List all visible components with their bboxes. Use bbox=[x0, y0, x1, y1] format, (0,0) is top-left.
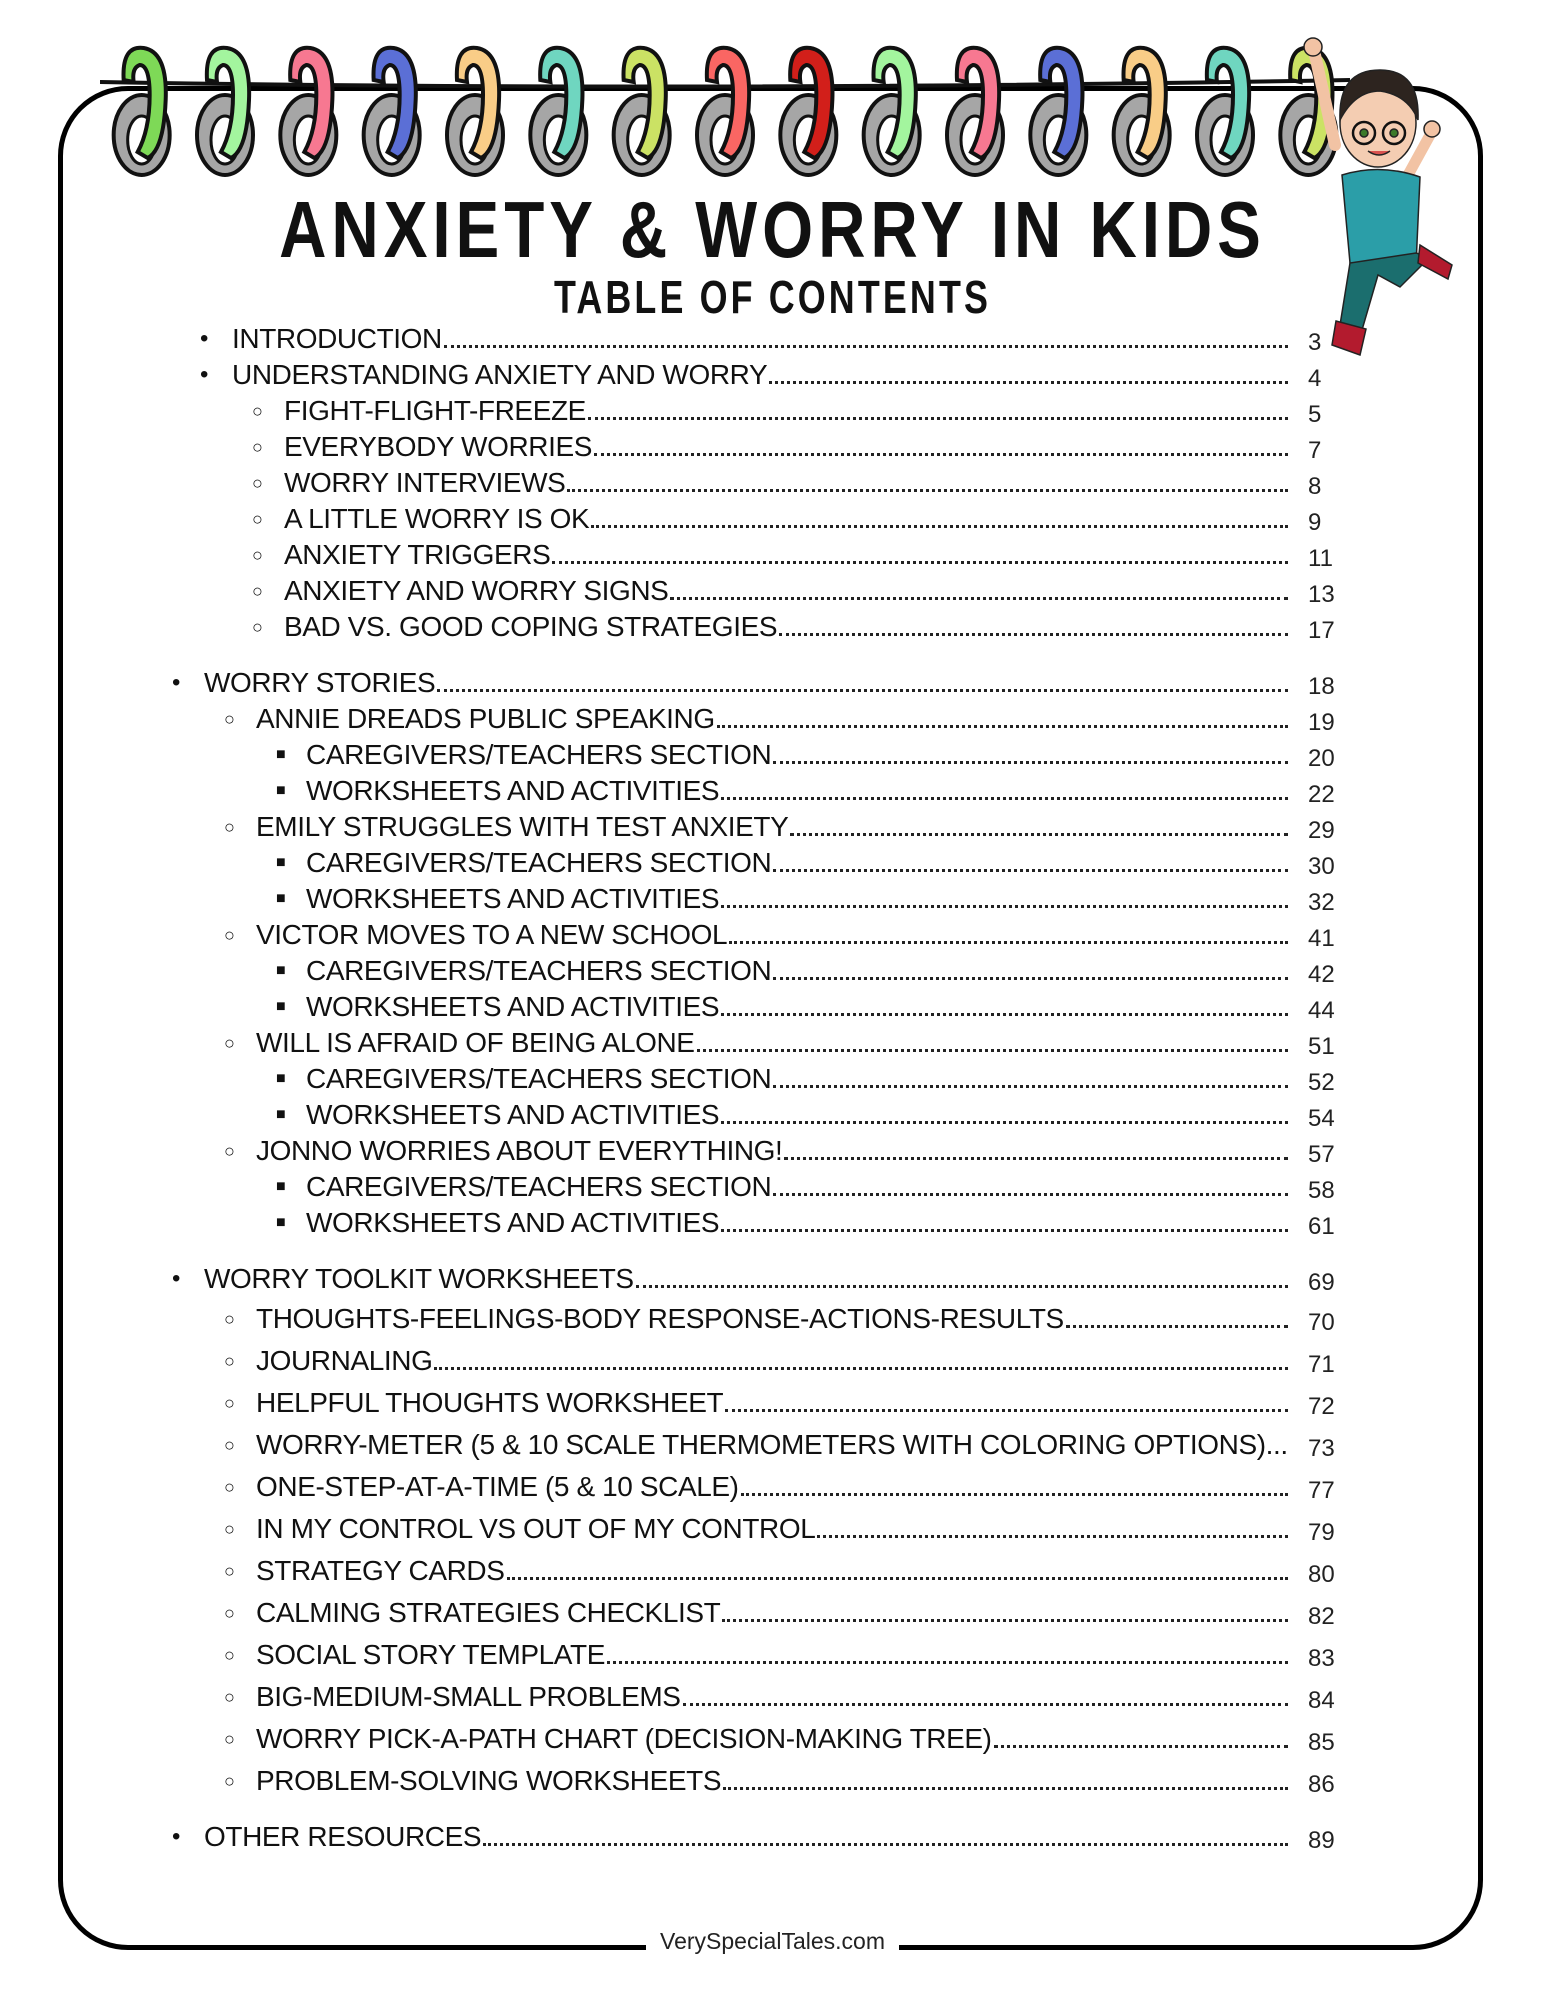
toc-entry-label: WORKSHEETS AND ACTIVITIES bbox=[306, 775, 720, 806]
bullet-square-icon: ■ bbox=[276, 962, 286, 979]
toc-entry[interactable] bbox=[252, 610, 1288, 644]
dot-leader bbox=[721, 797, 1288, 800]
toc-entry[interactable] bbox=[224, 1344, 1288, 1378]
toc-entry[interactable] bbox=[276, 954, 1288, 988]
toc-entry[interactable] bbox=[276, 990, 1288, 1024]
toc-page-number: 80 bbox=[1308, 1561, 1335, 1588]
toc-entry-label: CAREGIVERS/TEACHERS SECTION bbox=[306, 1063, 772, 1094]
toc-page-number: 8 bbox=[1308, 473, 1322, 500]
toc-entry-label: UNDERSTANDING ANXIETY AND WORRY bbox=[232, 359, 768, 390]
toc-page-number: 22 bbox=[1308, 781, 1335, 808]
toc-page-number: 85 bbox=[1308, 1729, 1335, 1756]
toc-entry[interactable] bbox=[224, 1638, 1288, 1672]
toc-entry[interactable] bbox=[252, 430, 1288, 464]
toc-entry-label: CAREGIVERS/TEACHERS SECTION bbox=[306, 739, 772, 770]
toc-entry[interactable] bbox=[224, 1722, 1288, 1756]
toc-entry-label: ANXIETY AND WORRY SIGNS bbox=[284, 575, 669, 606]
toc-entry-label: PROBLEM-SOLVING WORKSHEETS bbox=[256, 1765, 722, 1796]
bullet-circle-icon: ○ bbox=[224, 1393, 235, 1413]
toc-page-number: 7 bbox=[1308, 437, 1322, 464]
dot-leader bbox=[773, 977, 1288, 980]
page-title: ANXIETY & WORRY IN KIDS bbox=[279, 185, 1266, 274]
toc-entry-label: WORKSHEETS AND ACTIVITIES bbox=[306, 1207, 720, 1238]
dot-leader bbox=[588, 417, 1288, 420]
toc-entry-label: OTHER RESOURCES bbox=[204, 1821, 482, 1852]
toc-entry[interactable] bbox=[224, 1134, 1288, 1168]
bullet-circle-icon: ○ bbox=[252, 401, 263, 421]
footer-website[interactable]: VerySpecialTales.com bbox=[646, 1928, 899, 1954]
dot-leader bbox=[434, 1367, 1288, 1370]
toc-page-number: 69 bbox=[1308, 1269, 1335, 1296]
bullet-circle-icon: ○ bbox=[224, 1603, 235, 1623]
bullet-dot-icon: • bbox=[200, 325, 209, 352]
bullet-circle-icon: ○ bbox=[252, 581, 263, 601]
bullet-circle-icon: ○ bbox=[224, 1351, 235, 1371]
toc-entry[interactable] bbox=[172, 1820, 1288, 1854]
bullet-circle-icon: ○ bbox=[224, 1729, 235, 1749]
bullet-circle-icon: ○ bbox=[252, 437, 263, 457]
footer bbox=[0, 1930, 1545, 1957]
toc-entry[interactable] bbox=[172, 666, 1288, 700]
toc-entry-label: WORRY PICK-A-PATH CHART (DECISION-MAKING TREE) bbox=[256, 1723, 992, 1754]
bullet-circle-icon: ○ bbox=[252, 545, 263, 565]
toc-entry[interactable] bbox=[276, 738, 1288, 772]
dot-leader bbox=[437, 689, 1288, 692]
toc-entry-label: STRATEGY CARDS bbox=[256, 1555, 505, 1586]
dot-leader bbox=[721, 1013, 1288, 1016]
dot-leader bbox=[722, 1619, 1288, 1622]
toc-page-number: 58 bbox=[1308, 1177, 1335, 1204]
toc-page-number: 5 bbox=[1308, 401, 1322, 428]
bullet-circle-icon: ○ bbox=[224, 1033, 235, 1053]
toc-entry-label: CAREGIVERS/TEACHERS SECTION bbox=[306, 847, 772, 878]
dot-leader bbox=[769, 381, 1288, 384]
dot-leader bbox=[591, 525, 1288, 528]
toc-entry[interactable] bbox=[224, 1512, 1288, 1546]
toc-entry-label: A LITTLE WORRY IS OK bbox=[284, 503, 590, 534]
toc-page-number: 30 bbox=[1308, 853, 1335, 880]
dot-leader bbox=[790, 833, 1288, 836]
toc-entry-label: SOCIAL STORY TEMPLATE bbox=[256, 1639, 605, 1670]
toc-entry-label: ANNIE DREADS PUBLIC SPEAKING bbox=[256, 703, 715, 734]
dot-leader bbox=[773, 1085, 1288, 1088]
toc-entry[interactable] bbox=[224, 1764, 1288, 1798]
dot-leader bbox=[721, 1121, 1288, 1124]
toc-entry-label: HELPFUL THOUGHTS WORKSHEET bbox=[256, 1387, 724, 1418]
toc-entry-label: ANXIETY TRIGGERS bbox=[284, 539, 551, 570]
toc-entry[interactable] bbox=[224, 1386, 1288, 1420]
toc-page-number: 72 bbox=[1308, 1393, 1335, 1420]
toc-entry-label: WORKSHEETS AND ACTIVITIES bbox=[306, 991, 720, 1022]
toc-entry-label: EVERYBODY WORRIES bbox=[284, 431, 593, 462]
toc-page-number: 71 bbox=[1308, 1351, 1335, 1378]
bullet-square-icon: ■ bbox=[276, 746, 286, 763]
bullet-circle-icon: ○ bbox=[224, 1477, 235, 1497]
toc-entry[interactable] bbox=[224, 1470, 1288, 1504]
dot-leader bbox=[683, 1703, 1288, 1706]
bullet-circle-icon: ○ bbox=[224, 1645, 235, 1665]
toc-entry-label: ONE-STEP-AT-A-TIME (5 & 10 SCALE) bbox=[256, 1471, 739, 1502]
toc-page-number: 73 bbox=[1308, 1435, 1335, 1462]
toc-entry[interactable] bbox=[276, 1206, 1288, 1240]
bullet-circle-icon: ○ bbox=[224, 1309, 235, 1329]
toc-page-number: 86 bbox=[1308, 1771, 1335, 1798]
toc-page-number: 17 bbox=[1308, 617, 1335, 644]
dot-leader bbox=[607, 1661, 1288, 1664]
toc-entry-label: WORRY INTERVIEWS bbox=[284, 467, 566, 498]
toc-entry-label: JOURNALING bbox=[256, 1345, 433, 1376]
dot-leader bbox=[729, 941, 1288, 944]
toc-page-number: 77 bbox=[1308, 1477, 1335, 1504]
dot-leader bbox=[741, 1493, 1288, 1496]
toc-entry[interactable] bbox=[252, 466, 1288, 500]
bullet-dot-icon: • bbox=[200, 361, 209, 388]
toc-entry-label: WORKSHEETS AND ACTIVITIES bbox=[306, 1099, 720, 1130]
toc-page-number: 61 bbox=[1308, 1213, 1335, 1240]
bullet-circle-icon: ○ bbox=[224, 709, 235, 729]
toc-entry-label: JONNO WORRIES ABOUT EVERYTHING! bbox=[256, 1135, 783, 1166]
dot-leader bbox=[1066, 1325, 1288, 1328]
toc-entry-label: WORRY TOOLKIT WORKSHEETS bbox=[204, 1263, 634, 1294]
dot-leader bbox=[725, 1409, 1288, 1412]
bullet-circle-icon: ○ bbox=[252, 473, 263, 493]
toc-entry[interactable] bbox=[224, 1680, 1288, 1714]
toc-page-number: 3 bbox=[1308, 329, 1322, 356]
toc-entry-label: CAREGIVERS/TEACHERS SECTION bbox=[306, 1171, 772, 1202]
toc-page-number: 70 bbox=[1308, 1309, 1335, 1336]
bullet-circle-icon: ○ bbox=[252, 509, 263, 529]
bullet-dot-icon: • bbox=[172, 669, 181, 696]
toc-entry[interactable] bbox=[224, 810, 1288, 844]
bullet-circle-icon: ○ bbox=[224, 817, 235, 837]
dot-leader bbox=[994, 1745, 1288, 1748]
toc-page-number: 29 bbox=[1308, 817, 1335, 844]
toc-entry[interactable] bbox=[276, 1062, 1288, 1096]
toc-entry[interactable] bbox=[172, 1262, 1288, 1296]
toc-page-number: 13 bbox=[1308, 581, 1335, 608]
toc-entry-label: EMILY STRUGGLES WITH TEST ANXIETY bbox=[256, 811, 789, 842]
dot-leader bbox=[779, 633, 1288, 636]
dot-leader bbox=[444, 345, 1288, 348]
bullet-circle-icon: ○ bbox=[224, 1561, 235, 1581]
toc-page-number: 79 bbox=[1308, 1519, 1335, 1546]
toc-entry-label: WORRY STORIES bbox=[204, 667, 436, 698]
toc-entry[interactable] bbox=[224, 1554, 1288, 1588]
toc-entry-label: WILL IS AFRAID OF BEING ALONE bbox=[256, 1027, 695, 1058]
toc-page-number: 4 bbox=[1308, 365, 1322, 392]
toc-entry[interactable] bbox=[224, 1596, 1288, 1630]
dot-leader bbox=[507, 1577, 1288, 1580]
toc-page-number: 11 bbox=[1308, 545, 1333, 572]
dot-leader bbox=[773, 761, 1288, 764]
toc-entry-label: VICTOR MOVES TO A NEW SCHOOL bbox=[256, 919, 728, 950]
toc-entry-label: THOUGHTS-FEELINGS-BODY RESPONSE-ACTIONS-RESULTS bbox=[256, 1303, 1064, 1334]
toc-entry[interactable] bbox=[252, 394, 1288, 428]
bullet-square-icon: ■ bbox=[276, 1178, 286, 1195]
dot-leader bbox=[721, 905, 1288, 908]
toc-entry[interactable] bbox=[224, 702, 1288, 736]
bullet-square-icon: ■ bbox=[276, 890, 286, 907]
dot-leader bbox=[552, 561, 1288, 564]
toc-entry[interactable] bbox=[224, 1026, 1288, 1060]
toc-page-number: 32 bbox=[1308, 889, 1335, 916]
bullet-circle-icon: ○ bbox=[224, 925, 235, 945]
toc-entry[interactable] bbox=[200, 322, 1288, 356]
toc-entry[interactable] bbox=[224, 1428, 1288, 1462]
toc-entry[interactable] bbox=[276, 846, 1288, 880]
toc-page-number: 18 bbox=[1308, 673, 1335, 700]
dot-leader bbox=[636, 1285, 1288, 1288]
bullet-circle-icon: ○ bbox=[224, 1687, 235, 1707]
toc-entry[interactable] bbox=[224, 1302, 1288, 1336]
dot-leader bbox=[784, 1157, 1288, 1160]
toc-page-number: 41 bbox=[1308, 925, 1335, 952]
toc-entry-label: CAREGIVERS/TEACHERS SECTION bbox=[306, 955, 772, 986]
dot-leader bbox=[723, 1787, 1288, 1790]
toc-entry[interactable] bbox=[276, 1170, 1288, 1204]
toc-entry[interactable] bbox=[276, 774, 1288, 808]
toc-entry-label: BAD VS. GOOD COPING STRATEGIES bbox=[284, 611, 778, 642]
toc-entry[interactable] bbox=[252, 538, 1288, 572]
toc-entry[interactable] bbox=[276, 1098, 1288, 1132]
toc-entry-label: BIG-MEDIUM-SMALL PROBLEMS bbox=[256, 1681, 681, 1712]
bullet-circle-icon: ○ bbox=[224, 1141, 235, 1161]
toc-entry[interactable] bbox=[200, 358, 1288, 392]
dot-leader bbox=[717, 725, 1288, 728]
toc-page-number: 54 bbox=[1308, 1105, 1335, 1132]
bullet-circle-icon: ○ bbox=[224, 1435, 235, 1455]
toc-entry[interactable] bbox=[252, 502, 1288, 536]
toc-page-number: 89 bbox=[1308, 1827, 1335, 1854]
bullet-dot-icon: • bbox=[172, 1823, 181, 1850]
bullet-square-icon: ■ bbox=[276, 854, 286, 871]
toc-entry[interactable] bbox=[224, 918, 1288, 952]
toc-page-number: 9 bbox=[1308, 509, 1322, 536]
dot-leader bbox=[697, 1049, 1288, 1052]
bullet-square-icon: ■ bbox=[276, 1070, 286, 1087]
toc-page-number: 20 bbox=[1308, 745, 1335, 772]
bullet-square-icon: ■ bbox=[276, 1106, 286, 1123]
toc-page-number: 57 bbox=[1308, 1141, 1335, 1168]
dot-leader bbox=[817, 1535, 1288, 1538]
toc-page-number: 82 bbox=[1308, 1603, 1335, 1630]
dot-leader bbox=[773, 1193, 1288, 1196]
toc-page-number: 19 bbox=[1308, 709, 1335, 736]
bullet-square-icon: ■ bbox=[276, 1214, 286, 1231]
toc-page-number: 84 bbox=[1308, 1687, 1335, 1714]
toc-entry-label: INTRODUCTION bbox=[232, 323, 442, 354]
bullet-circle-icon: ○ bbox=[224, 1519, 235, 1539]
dot-leader bbox=[567, 489, 1288, 492]
dot-leader bbox=[721, 1229, 1288, 1232]
page-subtitle: TABLE OF CONTENTS bbox=[553, 271, 992, 323]
toc-page-number: 83 bbox=[1308, 1645, 1335, 1672]
dot-leader bbox=[670, 597, 1288, 600]
toc-entry[interactable] bbox=[276, 882, 1288, 916]
toc-entry-label: WORRY-METER (5 & 10 SCALE THERMOMETERS WITH COLORING OPTIONS)... bbox=[256, 1429, 1288, 1460]
bullet-square-icon: ■ bbox=[276, 782, 286, 799]
toc-page-number: 51 bbox=[1308, 1033, 1335, 1060]
bullet-circle-icon: ○ bbox=[224, 1771, 235, 1791]
toc-page-number: 44 bbox=[1308, 997, 1335, 1024]
toc-entry-label: CALMING STRATEGIES CHECKLIST bbox=[256, 1597, 721, 1628]
toc-entry-label: WORKSHEETS AND ACTIVITIES bbox=[306, 883, 720, 914]
bullet-square-icon: ■ bbox=[276, 998, 286, 1015]
bullet-circle-icon: ○ bbox=[252, 617, 263, 637]
toc-page-number: 42 bbox=[1308, 961, 1335, 988]
toc-entry-label: IN MY CONTROL VS OUT OF MY CONTROL bbox=[256, 1513, 816, 1544]
toc-page-number: 52 bbox=[1308, 1069, 1335, 1096]
toc-entry[interactable] bbox=[252, 574, 1288, 608]
toc-entry-label: FIGHT-FLIGHT-FREEZE bbox=[284, 395, 586, 426]
bullet-dot-icon: • bbox=[172, 1265, 181, 1292]
dot-leader bbox=[483, 1843, 1288, 1846]
dot-leader bbox=[773, 869, 1288, 872]
dot-leader bbox=[594, 453, 1288, 456]
